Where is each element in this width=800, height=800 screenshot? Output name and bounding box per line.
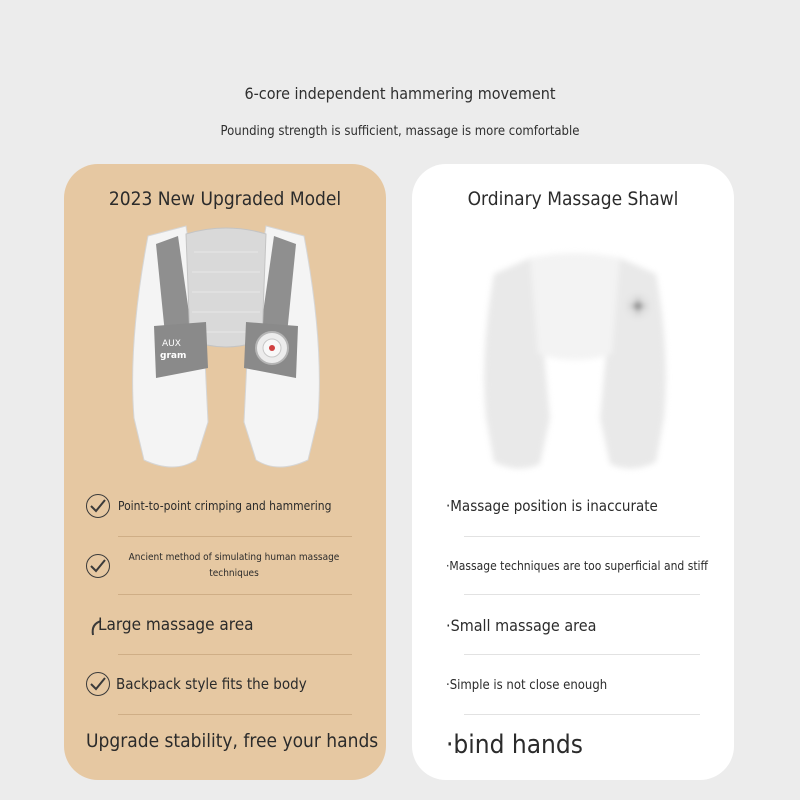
check-icon: [86, 554, 110, 578]
right-feature-1: ·Massage position is inaccurate: [446, 497, 658, 515]
page-subheadline: Pounding strength is sufficient, massage is more comfortable: [220, 124, 580, 139]
left-feature-1: Point-to-point crimping and hammering: [118, 499, 332, 513]
divider: [464, 594, 700, 595]
upgraded-model-card: [64, 164, 386, 780]
divider: [118, 536, 352, 537]
right-feature-3: ·Small massage area: [446, 616, 597, 635]
divider: [464, 714, 700, 715]
ordinary-massager-image: [480, 250, 670, 480]
right-feature-2: ·Massage techniques are too superficial and stiff: [446, 559, 708, 573]
right-footer-slogan: ·bind hands: [446, 730, 583, 760]
divider: [464, 536, 700, 537]
left-feature-2: Ancient method of simulating human massage techniques: [128, 552, 340, 579]
page-headline: 6-core independent hammering movement: [244, 84, 556, 103]
right-feature-4: ·Simple is not close enough: [446, 678, 608, 693]
check-icon: [86, 672, 110, 696]
divider: [118, 714, 352, 715]
divider: [118, 654, 352, 655]
brand-logo-top: AUX: [162, 339, 181, 349]
brand-logo-bottom: gram: [160, 351, 187, 361]
ordinary-shawl-card: [412, 164, 734, 780]
left-footer-slogan: Upgrade stability, free your hands: [86, 730, 379, 752]
ordinary-shawl-title: Ordinary Massage Shawl: [467, 188, 679, 210]
upgraded-model-title: 2023 New Upgraded Model: [108, 188, 342, 210]
divider: [464, 654, 700, 655]
left-feature-4: Backpack style fits the body: [116, 675, 307, 693]
check-icon: [86, 494, 110, 518]
left-feature-3: Large massage area: [98, 615, 254, 635]
divider: [118, 594, 352, 595]
upgraded-massager-image: [126, 222, 326, 482]
